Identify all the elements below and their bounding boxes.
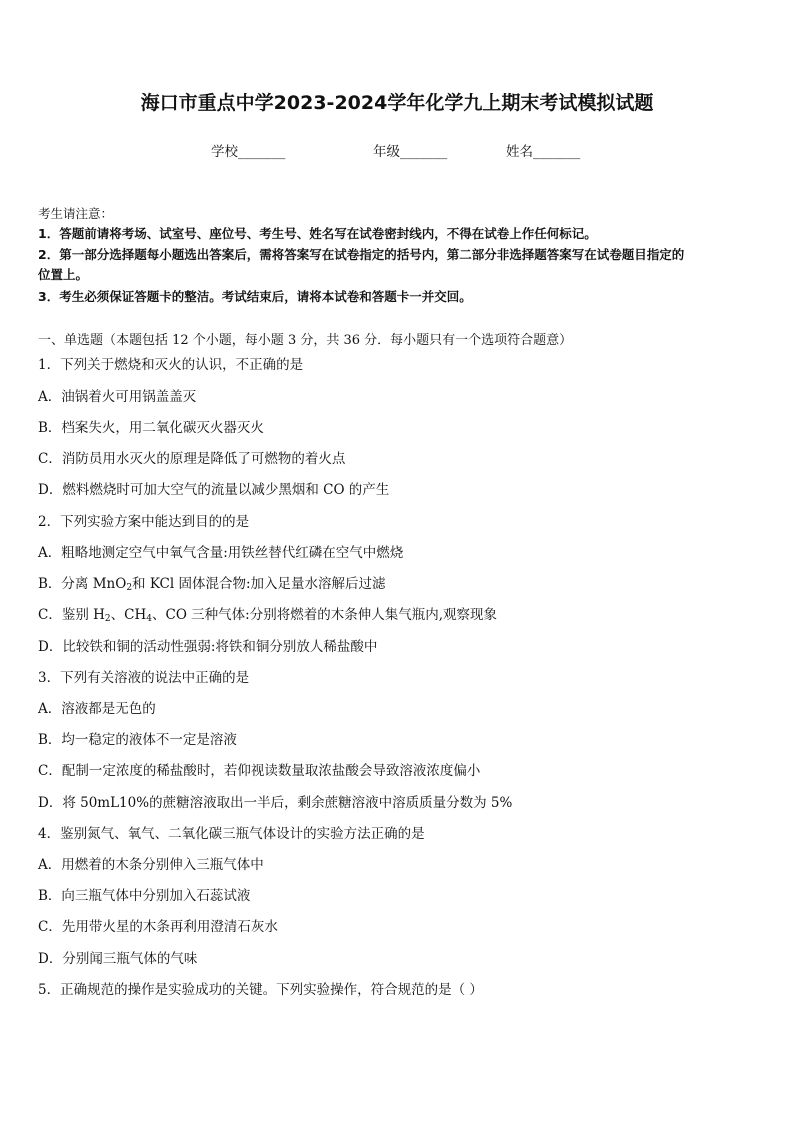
option-d: D．分别闻三瓶气体的气味 (38, 951, 198, 967)
notice-heading: 考生请注意： (38, 206, 114, 221)
option-d: D．将 50mL10%的蔗糖溶液取出一半后，剩余蔗糖溶液中溶质质量分数为 5% (38, 795, 513, 811)
option-a: A．溶液都是无色的 (38, 701, 156, 717)
subscript: 2 (126, 583, 133, 593)
option-a: A．粗略地测定空气中氧气含量:用铁丝替代红磷在空气中燃烧 (38, 545, 404, 561)
question-stem: 1．下列关于燃烧和灭火的认识，不正确的是 (38, 357, 304, 373)
option-d: D．比较铁和铜的活动性强弱:将铁和铜分别放人稀盐酸中 (38, 639, 378, 655)
option-c-text-2: 、CH (110, 607, 147, 623)
page-title: 海口市重点中学2023-2024学年化学九上期末考试模拟试题 (140, 92, 654, 114)
option-b: B．均一稳定的液体不一定是溶液 (38, 732, 237, 748)
option-c: C．先用带火星的木条再利用澄清石灰水 (38, 919, 278, 935)
school-field: 学校_______ (211, 144, 286, 160)
question-stem: 2．下列实验方案中能达到目的的是 (38, 514, 250, 530)
option-b: B．向三瓶气体中分别加入石蕊试液 (38, 888, 251, 904)
notice-item-2-cont: 位置上。 (38, 267, 89, 282)
notice-item-2: 2．第一部分选择题每小题选出答案后，需将答案写在试卷指定的括号内，第二部分非选择题答案写在试卷题目指定的 (38, 247, 685, 262)
name-field: 姓名_______ (506, 144, 581, 160)
question-stem: 3．下列有关溶液的说法中正确的是 (38, 670, 250, 686)
notice-item-1: 1．答题前请将考场、试室号、座位号、考生号、姓名写在试卷密封线内，不得在试卷上作任何标记。 (38, 226, 597, 241)
question-stem: 5．正确规范的操作是实验成功的关键。下列实验操作，符合规范的是（ ） (38, 982, 483, 998)
grade-field: 年级_______ (373, 144, 448, 160)
option-c: C．消防员用水灭火的原理是降低了可燃物的着火点 (38, 451, 346, 467)
option-d: D．燃料燃烧时可加大空气的流量以减少黑烟和 CO 的产生 (38, 482, 390, 498)
option-c (38, 603, 497, 624)
option-b: B．档案失火，用二氧化碳灭火器灭火 (38, 420, 264, 436)
option-b (38, 572, 386, 593)
option-c-text: C．鉴别 H (38, 607, 105, 623)
question-stem: 4．鉴别氮气、氧气、二氧化碳三瓶气体设计的实验方法正确的是 (38, 826, 425, 842)
option-b-text-rest: 和 KCl 固体混合物:加入足量水溶解后过滤 (132, 576, 386, 592)
option-b-text: B．分离 MnO (38, 576, 127, 592)
subscript: 4 (146, 614, 152, 624)
option-a: A．用燃着的木条分别伸入三瓶气体中 (38, 857, 264, 873)
subscript: 2 (104, 614, 111, 624)
notice-item-3: 3．考生必须保证答题卡的整洁。考试结束后，请将本试卷和答题卡一并交回。 (38, 289, 472, 304)
option-c: C．配制一定浓度的稀盐酸时，若仰视读数量取浓盐酸会导致溶液浓度偏小 (38, 763, 481, 779)
option-a: A．油锅着火可用锅盖盖灭 (38, 389, 197, 405)
section-heading: 一、单选题（本题包括 12 个小题，每小题 3 分，共 36 分．每小题只有一个选项符合题意） (38, 333, 573, 348)
option-c-text-3: 、CO 三种气体:分别将燃着的木条伸人集气瓶内,观察现象 (151, 607, 498, 623)
